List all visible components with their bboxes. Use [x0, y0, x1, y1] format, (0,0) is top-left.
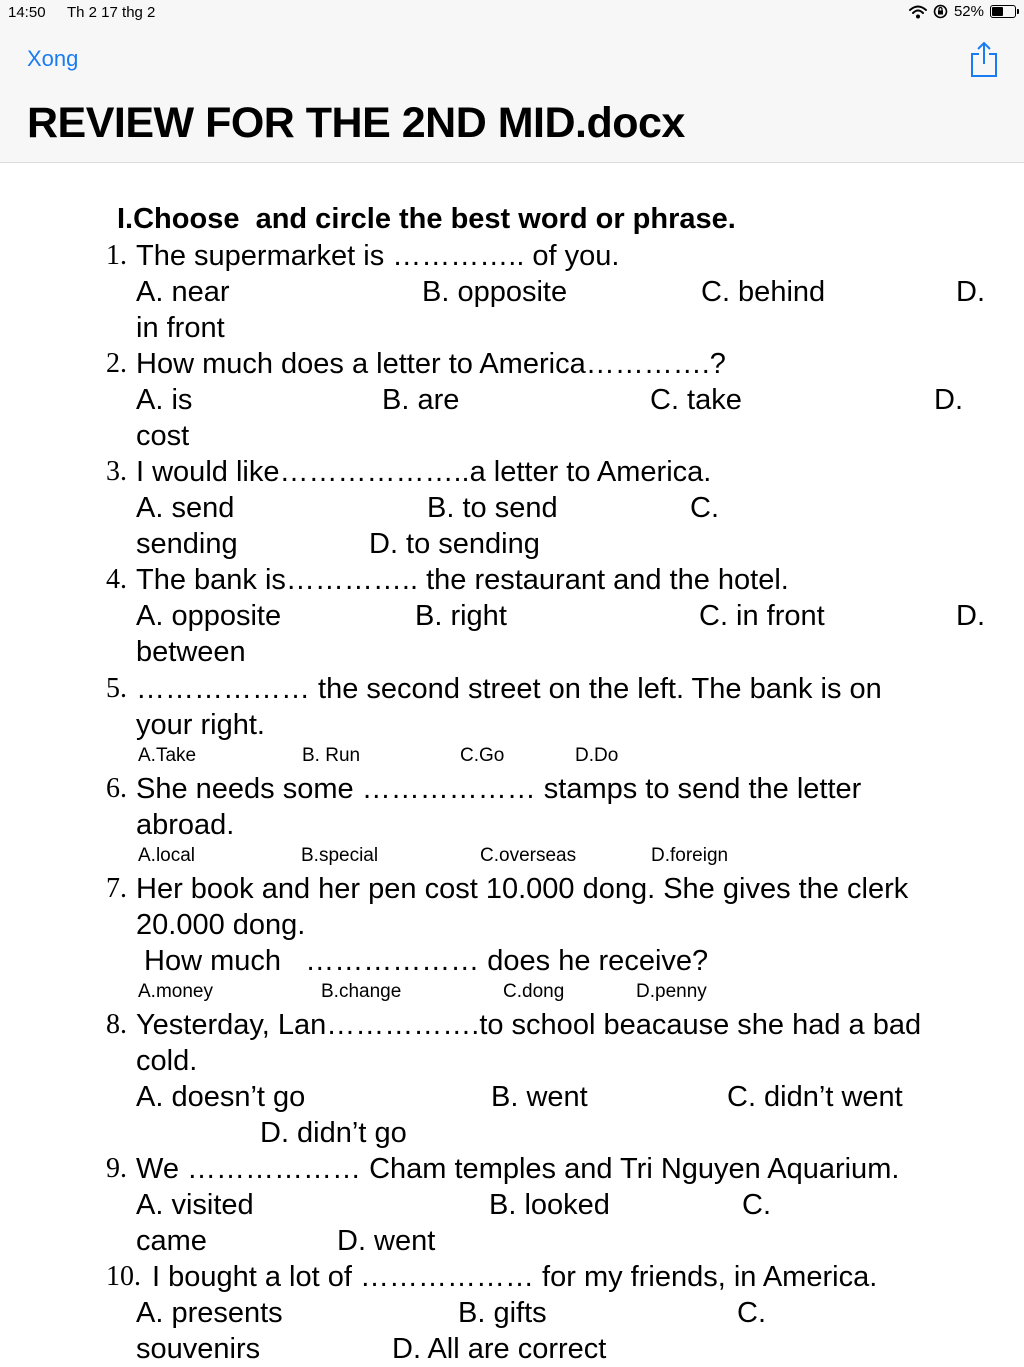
question-number: 2. [106, 348, 127, 379]
status-indicators [909, 3, 1016, 20]
question-text: cold. [136, 1045, 198, 1077]
question-number: 4. [106, 564, 127, 595]
question-number: 10. [106, 1261, 141, 1292]
option-a: A. send [136, 492, 235, 524]
option-c: C. in front [699, 600, 825, 632]
option-c: C.Go [460, 745, 505, 766]
option-b: B.change [321, 981, 402, 1002]
battery-icon [990, 5, 1016, 18]
option-c: C. didn’t went [727, 1081, 903, 1113]
option-b: B. to send [427, 492, 558, 524]
option-b: B. are [382, 384, 460, 416]
option-c: C. take [650, 384, 742, 416]
option-a: A. opposite [136, 600, 282, 632]
option-b: B. looked [489, 1189, 610, 1221]
option-b: B. right [415, 600, 507, 632]
option-c-text: came [136, 1225, 207, 1257]
option-c: C. [737, 1297, 766, 1329]
option-d: D. [956, 600, 985, 632]
navigation-header [0, 0, 1024, 163]
option-a: A.Take [138, 745, 197, 766]
question-text: We ……………… Cham temples and Tri Nguyen Aquarium. [136, 1153, 900, 1185]
question-text: How much does a letter to America………….? [136, 348, 726, 380]
question-number: 5. [106, 673, 127, 704]
question-number: 8. [106, 1009, 127, 1040]
share-icon[interactable] [969, 40, 999, 78]
option-c-text: sending [136, 528, 238, 560]
question-text: She needs some ……………… stamps to send the letter [136, 773, 862, 805]
option-d: D. [934, 384, 963, 416]
option-d-text: cost [136, 420, 190, 452]
option-d-text: between [136, 636, 246, 668]
option-c: C. behind [701, 276, 826, 308]
option-d: D.foreign [651, 845, 729, 866]
option-a: A. doesn’t go [136, 1081, 306, 1113]
question-text: The supermarket is ………….. of you. [136, 240, 620, 272]
option-b: B. opposite [422, 276, 568, 308]
option-a: A. presents [136, 1297, 283, 1329]
option-c: C.overseas [480, 845, 577, 866]
question-text: ……………… the second street on the left. The bank is on [136, 673, 882, 705]
battery-percentage: 52% [953, 3, 984, 20]
wifi-icon [909, 5, 927, 19]
option-d: D.Do [575, 745, 619, 766]
question-number: 6. [106, 773, 127, 804]
question-text: I bought a lot of ……………… for my friends, in America. [152, 1261, 878, 1293]
option-c: C. [742, 1189, 771, 1221]
option-c-text: souvenirs [136, 1333, 261, 1365]
option-d: D. didn’t go [260, 1117, 407, 1149]
rotation-lock-icon [933, 4, 948, 19]
option-a: A.money [138, 981, 213, 1002]
question-number: 9. [106, 1153, 127, 1184]
option-d-text: in front [136, 312, 225, 344]
question-text: Yesterday, Lan…………….to school beacause she had a bad [136, 1009, 922, 1041]
document-content [0, 163, 1024, 1365]
question-text: 20.000 dong. [136, 909, 306, 941]
option-b: B.special [301, 845, 379, 866]
option-c: C.dong [503, 981, 565, 1002]
option-d: D.penny [636, 981, 707, 1002]
question-number: 1. [106, 240, 127, 271]
option-a: A. visited [136, 1189, 254, 1221]
question-text: The bank is………….. the restaurant and the hotel. [136, 564, 789, 596]
option-b: B. Run [302, 745, 361, 766]
question-text: your right. [136, 709, 265, 741]
option-b: B. went [491, 1081, 588, 1113]
option-d: D. went [337, 1225, 436, 1257]
question-text: abroad. [136, 809, 235, 841]
question-text: Her book and her pen cost 10.000 dong. She gives the clerk [136, 873, 909, 905]
option-d: D. All are correct [392, 1333, 607, 1365]
question-text: I would like………………..a letter to America. [136, 456, 712, 488]
option-b: B. gifts [458, 1297, 547, 1329]
question-text: How much ……………… does he receive? [136, 945, 709, 977]
question-number: 3. [106, 456, 127, 487]
status-date: Th 2 17 thg 2 [67, 4, 156, 21]
option-a: A. is [136, 384, 193, 416]
document-title: REVIEW FOR THE 2ND MID.docx [27, 99, 685, 147]
section-heading: I.Choose and circle the best word or phrase. [117, 203, 736, 235]
option-a: A. near [136, 276, 230, 308]
option-c: C. [690, 492, 719, 524]
option-d: D. [956, 276, 985, 308]
option-d: D. to sending [369, 528, 540, 560]
option-a: A.local [138, 845, 196, 866]
done-button[interactable]: Xong [27, 46, 79, 71]
question-number: 7. [106, 873, 127, 904]
status-time: 14:50 [8, 4, 46, 21]
